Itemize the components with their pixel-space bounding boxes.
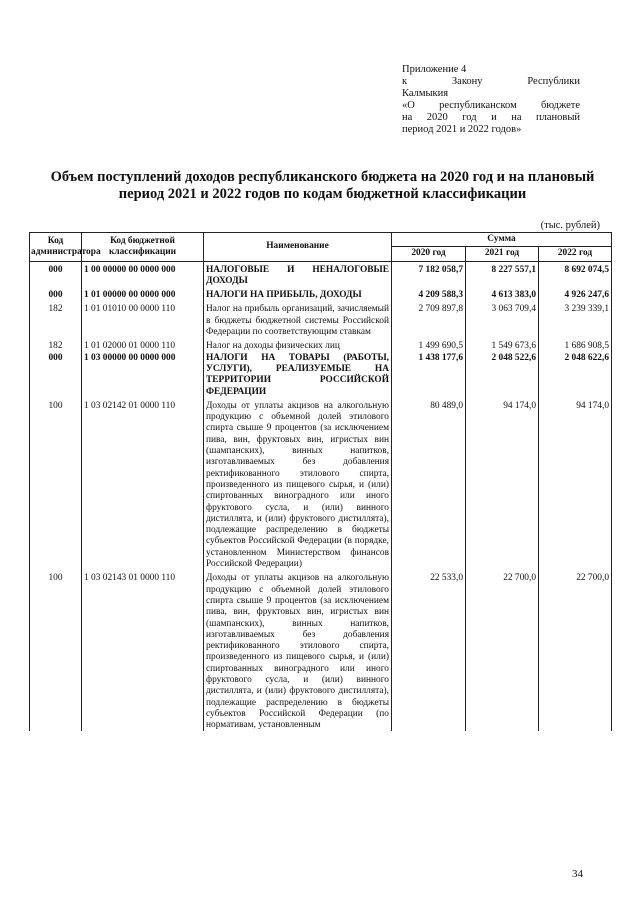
cell-2022: 2 048 622,6 — [539, 353, 612, 398]
cell-2022: 3 239 339,1 — [539, 301, 612, 338]
cell-code: 1 03 02143 01 0000 110 — [82, 570, 204, 731]
cell-name: Доходы от уплаты акцизов на алкогольную продукцию с объемной долей этилового спирта свыше 9 процентов (за исключением пива, вин, фруктовых вин, игристых вин (шампанских), винных напитков, изготавливаемых без добавления ректификованного этилового спирта, произведенного из пищевого сырья, и (или) спиртованных виноградного или иного фруктового сусла, и (или) винного дистиллята, и (или) фруктового дистиллята), подлежащие распределению в бюджеты субъектов Российской Федерации (по нормативам, установленным — [204, 570, 392, 731]
cell-name: Налог на прибыль организаций, зачисляемый в бюджеты бюджетной системы Российской Федерации по соответствующим ставкам — [204, 301, 392, 338]
cell-2020: 1 499 690,5 — [392, 338, 466, 352]
cell-name: НАЛОГОВЫЕ И НЕНАЛОГОВЫЕ ДОХОДЫ — [204, 261, 392, 287]
cell-2022: 4 926 247,6 — [539, 287, 612, 301]
cell-2022: 1 686 908,5 — [539, 338, 612, 352]
cell-2021: 8 227 557,1 — [466, 261, 539, 287]
cell-2021: 94 174,0 — [466, 398, 539, 570]
table-row — [30, 570, 612, 731]
appendix-line: Приложение 4 — [402, 64, 467, 75]
cell-name: НАЛОГИ НА ПРИБЫЛЬ, ДОХОДЫ — [204, 287, 392, 301]
cell-code: 1 03 00000 00 0000 000 — [82, 353, 204, 398]
cell-2020: 2 709 897,8 — [392, 301, 466, 338]
cell-2020: 80 489,0 — [392, 398, 466, 570]
cell-2022: 22 700,0 — [539, 570, 612, 731]
cell-admin: 000 — [30, 261, 82, 287]
cell-2020: 1 438 177,6 — [392, 353, 466, 398]
table-row — [30, 353, 612, 398]
cell-name: Доходы от уплаты акцизов на алкогольную продукцию с объемной долей этилового спирта свыше 9 процентов (за исключением пива, вин, фруктовых вин, игристых вин (шампанских), винных напитков, изготавливаемых без добавления ректификованного этилового спирта, произведенного из пищевого сырья, и (или) спиртованных виноградного или иного фруктового сусла, и (или) винного дистиллята, и (или) фруктового дистиллята), подлежащие распределению в бюджеты субъектов Российской Федерации (в порядке, установленном Министерством финансов Российской Федерации) — [204, 398, 392, 570]
cell-2021: 4 613 383,0 — [466, 287, 539, 301]
cell-2022: 8 692 074,5 — [539, 261, 612, 287]
revenue-table — [29, 232, 612, 731]
cell-code: 1 01 00000 00 0000 000 — [82, 287, 204, 301]
cell-2022: 94 174,0 — [539, 398, 612, 570]
cell-code: 1 01 01010 00 0000 110 — [82, 301, 204, 338]
header-name: Наименование — [204, 233, 392, 262]
header-2020: 2020 год — [392, 247, 466, 261]
header-2022: 2022 год — [539, 247, 612, 261]
cell-admin: 182 — [30, 338, 82, 352]
cell-2021: 2 048 522,6 — [466, 353, 539, 398]
appendix-line: период 2021 и 2022 годов» — [402, 124, 522, 135]
cell-code: 1 03 02142 01 0000 110 — [82, 398, 204, 570]
page-number: 34 — [572, 868, 583, 880]
cell-admin: 100 — [30, 398, 82, 570]
table-row — [30, 338, 612, 352]
table-row — [30, 287, 612, 301]
cell-2020: 7 182 058,7 — [392, 261, 466, 287]
cell-admin: 000 — [30, 287, 82, 301]
cell-2021: 3 063 709,4 — [466, 301, 539, 338]
table-row — [30, 301, 612, 338]
cell-admin: 100 — [30, 570, 82, 731]
cell-code: 1 01 02000 01 0000 110 — [82, 338, 204, 352]
cell-2020: 22 533,0 — [392, 570, 466, 731]
cell-name: Налог на доходы физических лиц — [204, 338, 392, 352]
cell-code: 1 00 00000 00 0000 000 — [82, 261, 204, 287]
header-code: Код бюджетной классификации — [82, 233, 204, 262]
table-row — [30, 261, 612, 287]
cell-2020: 4 209 588,3 — [392, 287, 466, 301]
appendix-line: к Закону Республики — [402, 76, 580, 87]
appendix-line: «О республиканском бюджете — [402, 100, 580, 111]
cell-2021: 22 700,0 — [466, 570, 539, 731]
cell-2021: 1 549 673,6 — [466, 338, 539, 352]
units-label: (тыс. рублей) — [540, 220, 600, 231]
cell-admin: 000 — [30, 353, 82, 398]
cell-name: НАЛОГИ НА ТОВАРЫ (РАБОТЫ, УСЛУГИ), РЕАЛИЗУЕМЫЕ НА ТЕРРИТОРИИ РОССИЙСКОЙ ФЕДЕРАЦИИ — [204, 353, 392, 398]
cell-admin: 182 — [30, 301, 82, 338]
appendix-note — [402, 64, 580, 136]
document-title: Объем поступлений доходов республиканского бюджета на 2020 год и на плановый период 2021 и 2022 годов по кодам бюджетной классификации — [50, 169, 595, 202]
appendix-line: Калмыкия — [402, 88, 449, 99]
header-admin: Код администратора — [30, 233, 82, 262]
header-2021: 2021 год — [466, 247, 539, 261]
header-sum: Сумма — [392, 233, 612, 247]
appendix-line: на 2020 год и на плановый — [402, 112, 580, 123]
table-row — [30, 398, 612, 570]
